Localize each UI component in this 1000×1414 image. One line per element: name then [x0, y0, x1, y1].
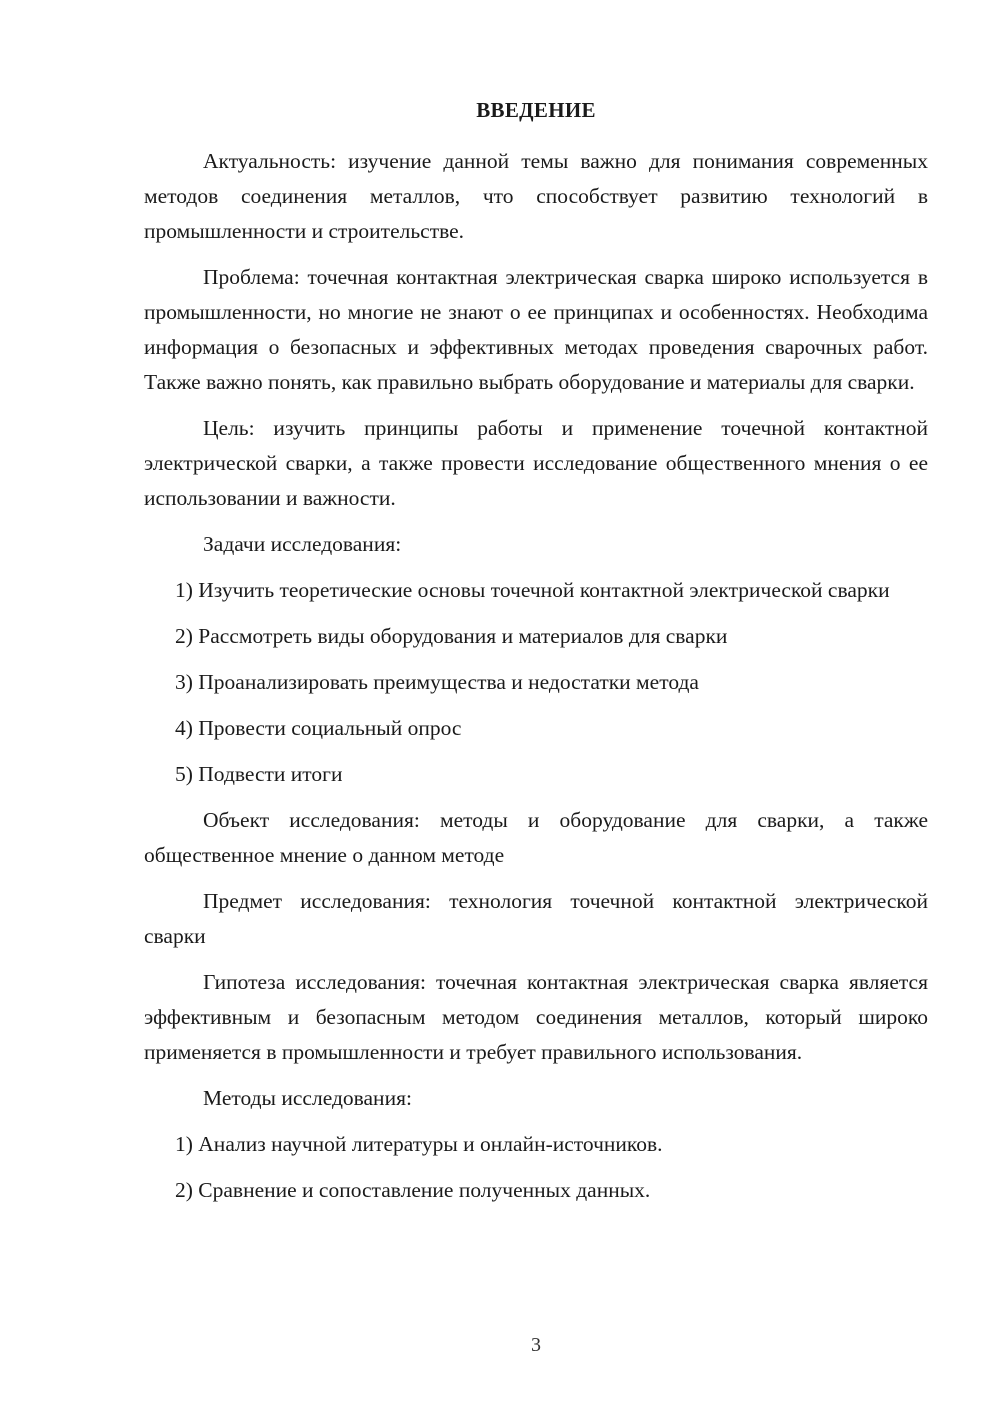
method-item: 1) Анализ научной литературы и онлайн-источников. — [175, 1132, 663, 1156]
goal-paragraph: Цель: изучить принципы работы и применение точечной контактной электрической сварки, а также провести исследование общественного мнения о ее использовании и важности. — [144, 416, 928, 510]
problem-paragraph: Проблема: точечная контактная электрическая сварка широко используется в промышленности, но многие не знают о ее принципах и особенностях. Необходима информация о безопасных и эффективных методах проведения сварочных работ. Также важно понять, как правильно выбрать оборудование и материалы для сварки. — [144, 265, 928, 394]
object-paragraph: Объект исследования: методы и оборудование для сварки, а также общественное мнение о данном методе — [144, 808, 928, 867]
subject-paragraph: Предмет исследования: технология точечной контактной электрической сварки — [144, 889, 928, 948]
task-item: 1) Изучить теоретические основы точечной контактной электрической сварки — [175, 578, 890, 602]
task-item: 3) Проанализировать преимущества и недостатки метода — [175, 670, 699, 694]
page-number: 3 — [531, 1334, 541, 1356]
relevance-paragraph: Актуальность: изучение данной темы важно для понимания современных методов соединения металлов, что способствует развитию технологий в промышленности и строительстве. — [144, 149, 928, 243]
method-item: 2) Сравнение и сопоставление полученных данных. — [175, 1178, 651, 1202]
methods-heading: Методы исследования: — [203, 1086, 412, 1110]
page-title: ВВЕДЕНИЕ — [476, 98, 596, 122]
task-item: 5) Подвести итоги — [175, 762, 343, 786]
task-item: 2) Рассмотреть виды оборудования и материалов для сварки — [175, 624, 728, 648]
document-page — [144, 93, 928, 1219]
tasks-heading: Задачи исследования: — [203, 532, 402, 556]
hypothesis-paragraph: Гипотеза исследования: точечная контактная электрическая сварка является эффективным и безопасным методом соединения металлов, который широко применяется в промышленности и требует правильного использования. — [144, 970, 928, 1064]
task-item: 4) Провести социальный опрос — [175, 716, 462, 740]
